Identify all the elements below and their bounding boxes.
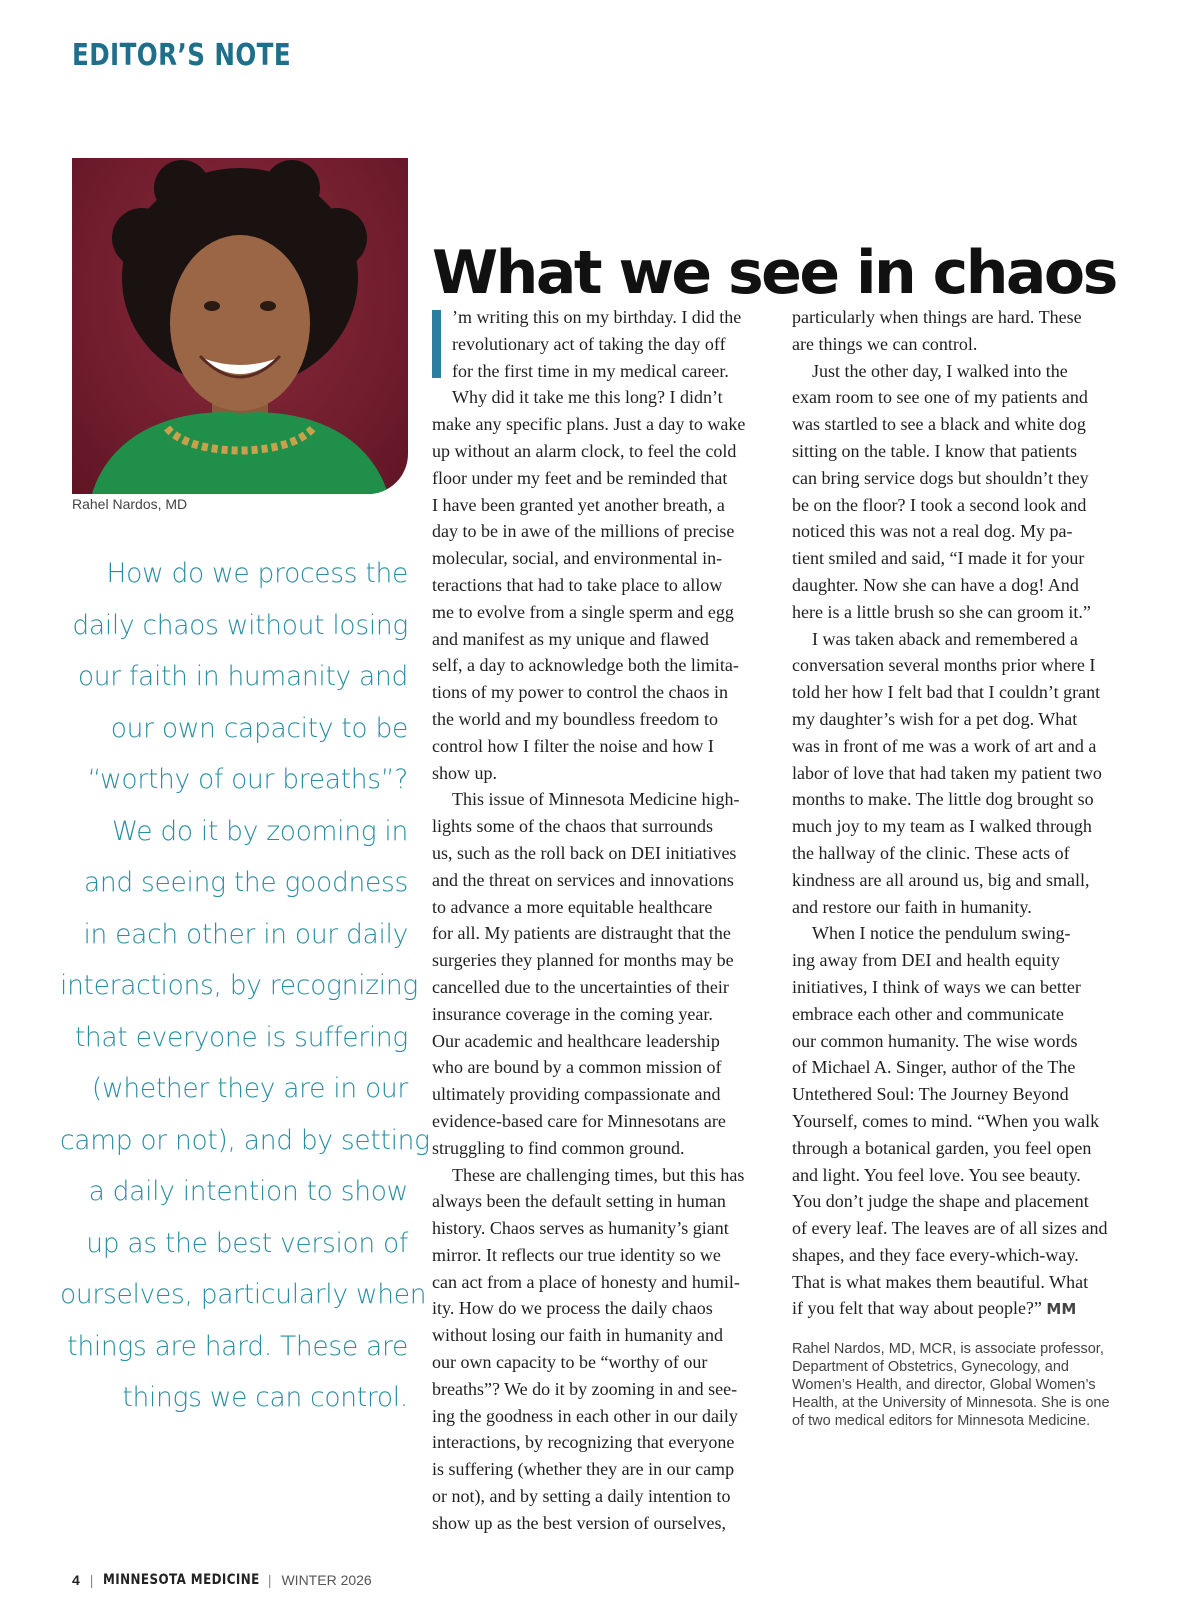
body-line: months to make. The little dog brought so (792, 789, 1094, 810)
body-line: is suffering (whether they are in our camp (432, 1459, 735, 1480)
pull-quote-line: up as the best version of (86, 1227, 408, 1259)
body-line: my daughter’s wish for a pet dog. What (792, 708, 1078, 729)
photo-caption: Rahel Nardos, MD (72, 496, 188, 512)
body-line: or not), and by setting a daily intention to (432, 1486, 731, 1507)
bio-line: Women’s Health, and director, Global Women’s (792, 1377, 1096, 1393)
body-line: kindness are all around us, big and small, (792, 869, 1090, 890)
body-line: lights some of the chaos that surrounds (432, 816, 713, 837)
footer-divider: | (267, 1572, 272, 1588)
body-line: our common humanity. The wise words (792, 1030, 1078, 1051)
body-line: the hallway of the clinic. These acts of (792, 842, 1070, 863)
body-line: and manifest as my unique and flawed (432, 628, 709, 649)
bio-line: Health, at the University of Minnesota. She is one (792, 1395, 1110, 1411)
body-line: and the threat on services and innovations (432, 869, 734, 890)
bio-line: of two medical editors for Minnesota Medicine. (792, 1413, 1091, 1429)
body-line: surgeries they planned for months may be (432, 950, 734, 971)
author-photo (72, 158, 408, 494)
body-line: the world and my boundless freedom to (432, 708, 718, 729)
body-line: us, such as the roll back on DEI initiatives (432, 842, 737, 863)
body-line: for all. My patients are distraught that the (432, 923, 731, 944)
body-line: who are bound by a common mission of (432, 1057, 722, 1078)
body-line: was startled to see a black and white dog (792, 414, 1086, 435)
body-column-2 (792, 304, 1132, 1323)
body-column-1 (432, 304, 768, 1537)
body-line: always been the default setting in human (432, 1191, 726, 1212)
pull-quote-line: ourselves, particularly when (60, 1279, 427, 1310)
footer-divider: | (89, 1572, 94, 1588)
body-line: here is a little brush so she can groom it.” (792, 601, 1091, 622)
page-number: 4 (72, 1572, 80, 1588)
pull-quote-line: our faith in humanity and (77, 661, 408, 692)
bio-line: Rahel Nardos, MD, MCR, is associate professor, (792, 1341, 1104, 1357)
body-line: are things we can control. (792, 333, 978, 354)
pull-quote-line: How do we process the (106, 558, 408, 589)
body-line: insurance coverage in the coming year. (432, 1003, 713, 1024)
body-line: day to be in awe of the millions of precise (432, 521, 735, 542)
page-footer (72, 1572, 372, 1588)
body-line: cancelled due to the uncertainties of their (432, 976, 729, 997)
pull-quote-line: daily chaos without losing (72, 609, 408, 641)
body-line: show up as the best version of ourselves, (432, 1512, 726, 1533)
body-line: embrace each other and communicate (792, 1003, 1064, 1024)
body-line: initiatives, I think of ways we can better (792, 976, 1081, 997)
body-line: if you felt that way about people?” (792, 1298, 1042, 1319)
body-line: ultimately providing compassionate and (432, 1084, 721, 1105)
pull-quote-line: “worthy of our breaths”? (87, 764, 408, 795)
magazine-name: MINNESOTA MEDICINE (103, 1572, 261, 1588)
pull-quote-line: things are hard. These are (67, 1330, 408, 1362)
body-line: and restore our faith in humanity. (792, 896, 1032, 917)
body-line: Yourself, comes to mind. “When you walk (792, 1110, 1100, 1131)
bio-line: Department of Obstetrics, Gynecology, and (792, 1359, 1069, 1375)
body-line: floor under my feet and be reminded that (432, 467, 728, 488)
pull-quote-line: in each other in our daily (83, 918, 408, 950)
body-line-last (792, 1295, 1132, 1323)
portrait-image (72, 158, 408, 494)
body-line: history. Chaos serves as humanity’s giant (432, 1218, 729, 1239)
pull-quote-line: things we can control. (122, 1382, 408, 1413)
body-line: Our academic and healthcare leadership (432, 1030, 720, 1051)
body-line: and light. You feel love. You see beauty. (792, 1164, 1081, 1185)
body-line: tient smiled and said, “I made it for your (792, 548, 1085, 569)
body-line: up without an alarm clock, to feel the cold (432, 440, 737, 461)
body-line: You don’t judge the shape and placement (792, 1191, 1089, 1212)
body-line: exam room to see one of my patients and (792, 387, 1088, 408)
pull-quote-line: a daily intention to show (88, 1176, 408, 1207)
body-line: Just the other day, I walked into the (812, 360, 1068, 381)
body-line: ing the goodness in each other in our daily (432, 1405, 738, 1426)
body-line: be on the floor? I took a second look and (792, 494, 1087, 515)
body-line: for the first time in my medical career. (452, 360, 729, 381)
pull-quote-line: our own capacity to be (110, 712, 408, 744)
body-line: struggling to find common ground. (432, 1137, 685, 1158)
pull-quote (60, 548, 430, 1424)
body-line: That is what makes them beautiful. What (792, 1271, 1089, 1292)
body-line: noticed this was not a real dog. My pa- (792, 521, 1073, 542)
body-line: our own capacity to be “worthy of our (432, 1352, 708, 1373)
body-line: me to evolve from a single sperm and egg (432, 601, 734, 622)
body-line: molecular, social, and environmental in- (432, 548, 723, 569)
body-line: told her how I felt bad that I couldn’t grant (792, 682, 1101, 703)
body-line: Why did it take me this long? I didn’t (452, 387, 723, 408)
body-line: I was taken aback and remembered a (812, 628, 1078, 649)
body-line: These are challenging times, but this has (452, 1164, 745, 1185)
body-line: daughter. Now she can have a dog! And (792, 574, 1079, 595)
body-line: When I notice the pendulum swing- (812, 923, 1071, 944)
body-line: tions of my power to control the chaos in (432, 682, 728, 703)
body-line: I have been granted yet another breath, a (432, 494, 725, 515)
body-line: evidence-based care for Minnesotans are (432, 1110, 726, 1131)
body-line: conversation several months prior where I (792, 655, 1096, 676)
body-line: can act from a place of honesty and humil- (432, 1271, 740, 1292)
body-line: control how I filter the noise and how I (432, 735, 714, 756)
body-line: to advance a more equitable healthcare (432, 896, 713, 917)
body-line: through a botanical garden, you feel open (792, 1137, 1092, 1158)
body-line: ity. How do we process the daily chaos (432, 1298, 713, 1319)
body-line: of every leaf. The leaves are of all sizes and (792, 1218, 1108, 1239)
body-line: teractions that had to take place to allow (432, 574, 723, 595)
pull-quote-line: interactions, by recognizing (60, 970, 418, 1001)
body-line: breaths”? We do it by zooming in and see- (432, 1378, 738, 1399)
body-line: labor of love that had taken my patient two (792, 762, 1102, 783)
issue-date: WINTER 2026 (281, 1572, 372, 1588)
body-line: was in front of me was a work of art and a (792, 735, 1097, 756)
body-line: make any specific plans. Just a day to wake (432, 414, 746, 435)
body-line: interactions, by recognizing that everyone (432, 1432, 735, 1453)
pull-quote-line: and seeing the goodness (83, 867, 408, 898)
body-line: Untethered Soul: The Journey Beyond (792, 1084, 1069, 1105)
article-title: What we see in chaos (432, 238, 1116, 308)
body-line: can bring service dogs but shouldn’t they (792, 467, 1089, 488)
body-line: shapes, and they face every-which-way. (792, 1244, 1079, 1265)
end-mark: MM (1046, 1300, 1077, 1319)
body-line: particularly when things are hard. These (792, 307, 1082, 327)
body-line: sitting on the table. I know that patients (792, 440, 1077, 461)
body-line: mirror. It reflects our true identity so we (432, 1244, 721, 1265)
pull-quote-line: that everyone is suffering (74, 1021, 408, 1053)
body-line: revolutionary act of taking the day off (452, 333, 726, 354)
body-line: show up. (432, 762, 498, 783)
body-line: ing away from DEI and health equity (792, 950, 1060, 971)
body-line: much joy to my team as I walked through (792, 816, 1092, 837)
body-line: without losing our faith in humanity and (432, 1325, 723, 1346)
author-bio (792, 1340, 1122, 1430)
pull-quote-line: (whether they are in our (91, 1073, 408, 1104)
pull-quote-line: camp or not), and by setting (60, 1124, 430, 1156)
section-label: EDITOR’S NOTE (72, 38, 292, 73)
body-line: of Michael A. Singer, author of the The (792, 1057, 1076, 1078)
body-line: self, a day to acknowledge both the limita- (432, 655, 739, 676)
pull-quote-line: We do it by zooming in (111, 815, 408, 847)
body-line: This issue of Minnesota Medicine high- (452, 789, 740, 810)
body-line: ’m writing this on my birthday. I did the (452, 307, 742, 327)
